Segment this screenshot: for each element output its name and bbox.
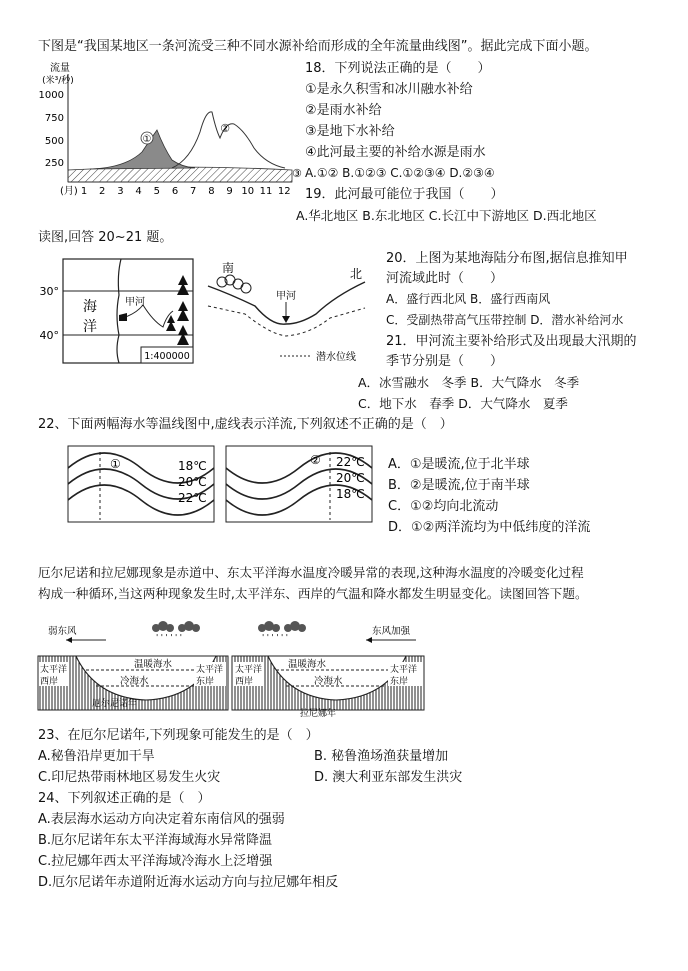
q18-item-2: ②是雨水补给 bbox=[305, 103, 382, 118]
fig1-temp: 20℃ bbox=[178, 475, 207, 489]
el-nino-panel bbox=[38, 621, 228, 710]
q24-option-c: C.拉尼娜年西太平洋海域冷海水上泛增强 bbox=[38, 854, 273, 869]
x-tick: 5 bbox=[153, 186, 160, 197]
intro-text-1: 下图是“我国某地区一条河流受三种不同水源补给而形成的全年流量曲线图”。据此完成下面小题。 bbox=[38, 39, 598, 54]
la-nina-caption: 拉尼娜年 bbox=[300, 709, 337, 718]
q18-options: A.①② B.①②③ C.①②③④ D.②③④ bbox=[305, 166, 495, 180]
q19-stem: 19．此河最可能位于我国（ ） bbox=[305, 187, 504, 202]
intro-text-3b: 构成一种循环,当这两种现象发生时,太平洋东、西岸的气温和降水都发生明显变化。读图回答下题。 bbox=[38, 586, 588, 601]
q21-stem-2: 季节分别是（ ） bbox=[386, 354, 504, 369]
q20-stem: 20．上图为某地海陆分布图,据信息推知甲 bbox=[386, 251, 628, 266]
fig1-mark: ① bbox=[110, 457, 121, 471]
el-nino-west-1: 太平洋 bbox=[40, 665, 68, 675]
q21-stem: 21．甲河流主要补给形式及出现最大汛期的 bbox=[386, 334, 637, 349]
fig2-temp: 18℃ bbox=[336, 487, 365, 501]
x-tick: 10 bbox=[241, 186, 255, 197]
x-tick: 12 bbox=[277, 186, 291, 197]
fig2-temp: 20℃ bbox=[336, 471, 365, 485]
q23-option-a: A.秘鲁沿岸更加干旱 bbox=[38, 749, 155, 764]
q24-option-a: A.表层海水运动方向决定着东南信风的强弱 bbox=[38, 812, 285, 827]
mark-3: ③ bbox=[292, 167, 302, 180]
el-nino-wind: 弱东风 bbox=[48, 626, 77, 637]
q23-stem: 23、在厄尔尼诺年,下列现象可能发生的是（ ） bbox=[38, 728, 319, 743]
q23-option-d: D. 澳大利亚东部发生洪灾 bbox=[314, 770, 463, 785]
x-tick: 2 bbox=[99, 186, 106, 197]
y-tick: 750 bbox=[44, 113, 64, 124]
q18-item-4: ④此河最主要的补给水源是雨水 bbox=[305, 145, 486, 160]
fig2-temp: 22℃ bbox=[336, 455, 365, 469]
x-ticks bbox=[81, 186, 291, 197]
q20-option-cd: C．受副热带高气压带控制 D．潜水补给河水 bbox=[386, 313, 624, 327]
y-tick: 250 bbox=[44, 158, 64, 169]
el-nino-caption: 厄尔尼诺年 bbox=[92, 699, 138, 709]
isotherm-figures bbox=[66, 444, 376, 526]
la-nina-west-1: 太平洋 bbox=[235, 665, 263, 675]
la-nina-east-2: 东岸 bbox=[390, 677, 409, 687]
sea-label-1: 海 bbox=[83, 299, 97, 315]
el-nino-east-1: 太平洋 bbox=[196, 665, 224, 675]
x-tick: 4 bbox=[135, 186, 142, 197]
y-title-2: (米³/秒) bbox=[42, 76, 74, 86]
x-tick: 7 bbox=[190, 186, 197, 197]
x-tick: 9 bbox=[226, 186, 233, 197]
y-tick: 500 bbox=[44, 136, 64, 147]
section-river-label: 甲河 bbox=[276, 291, 296, 302]
river-label: 甲河 bbox=[125, 297, 145, 308]
el-nino-warm: 温暖海水 bbox=[134, 659, 173, 670]
mark-1: ① bbox=[142, 134, 152, 145]
x-tick: 1 bbox=[80, 186, 88, 197]
intro-text-3a: 厄尔尼诺和拉尼娜现象是赤道中、东太平洋海水温度冷暖异常的表现,这种海水温度的冷暖变化过程 bbox=[38, 565, 584, 580]
river-arrow-icon bbox=[282, 316, 290, 323]
q22-option-c: C．①②均向北流动 bbox=[388, 499, 499, 514]
fig1-temp: 18℃ bbox=[178, 459, 207, 473]
fig2-mark: ② bbox=[310, 453, 321, 467]
rain-icon: ' ' ' ' ' ' bbox=[156, 633, 182, 642]
q22-option-a: A．①是暖流,位于北半球 bbox=[388, 457, 530, 472]
intro-text-2: 读图,回答 20~21 题。 bbox=[38, 230, 173, 245]
coast-map bbox=[35, 255, 200, 367]
cross-section bbox=[200, 256, 380, 368]
x-tick: 3 bbox=[117, 186, 124, 197]
legend-label: 潜水位线 bbox=[316, 352, 356, 363]
tree-icons bbox=[217, 275, 251, 293]
el-nino-cold: 冷海水 bbox=[120, 676, 149, 687]
rain-curve bbox=[172, 112, 285, 168]
q24-option-d: D.厄尔尼诺年赤道附近海水运动方向与拉尼娜年相反 bbox=[38, 875, 339, 890]
q20-stem-2: 河流域此时（ ） bbox=[386, 271, 504, 286]
x-tick: 6 bbox=[171, 186, 179, 197]
south-label: 南 bbox=[222, 261, 235, 275]
y-tick: 1000 bbox=[38, 90, 64, 101]
la-nina-wind: 东风加强 bbox=[372, 626, 411, 637]
flow-chart bbox=[30, 60, 302, 200]
q19-options: A.华北地区 B.东北地区 C.长江中下游地区 D.西北地区 bbox=[296, 208, 597, 223]
x-tick: 11 bbox=[259, 186, 273, 197]
mark-2: ② bbox=[220, 122, 230, 135]
q18-item-3: ③是地下水补给 bbox=[305, 124, 395, 139]
y-title-1: 流量 bbox=[50, 63, 70, 74]
el-nino-east-2: 东岸 bbox=[196, 677, 215, 687]
la-nina-west-2: 西岸 bbox=[235, 677, 254, 687]
la-nina-warm: 温暖海水 bbox=[288, 659, 327, 670]
q23-option-c: C.印尼热带雨林地区易发生火灾 bbox=[38, 770, 221, 785]
q22-option-d: D．①②两洋流均为中低纬度的洋流 bbox=[388, 520, 591, 535]
q24-stem: 24、下列叙述正确的是（ ） bbox=[38, 791, 211, 806]
q22-stem: 22、下面两幅海水等温线图中,虚线表示洋流,下列叙述不正确的是（ ） bbox=[38, 417, 453, 432]
lat-30: 30° bbox=[39, 285, 59, 298]
q18-item-1: ①是永久积雪和冰川融水补给 bbox=[305, 82, 473, 97]
rain-icon: ' ' ' ' ' ' bbox=[262, 633, 288, 642]
q22-option-b: B．②是暖流,位于南半球 bbox=[388, 478, 530, 493]
fig1-temp: 22℃ bbox=[178, 491, 207, 505]
la-nina-panel bbox=[232, 621, 424, 718]
q24-option-b: B.厄尔尼诺年东太平洋海域海水异常降温 bbox=[38, 833, 273, 848]
x-unit: (月) bbox=[60, 186, 78, 197]
q21-option-ab: A．冰雪融水 冬季 B．大气降水 冬季 bbox=[358, 375, 580, 390]
q18-stem: 18．下列说法正确的是（ ） bbox=[305, 61, 491, 76]
scale-label: 1:400000 bbox=[144, 351, 190, 362]
q21-option-cd: C．地下水 春季 D．大气降水 夏季 bbox=[358, 396, 568, 411]
lat-40: 40° bbox=[39, 329, 59, 342]
q23-option-b: B. 秘鲁渔场渔获量增加 bbox=[314, 749, 449, 764]
q20-option-ab: A．盛行西北风 B．盛行西南风 bbox=[386, 292, 551, 306]
la-nina-east-1: 太平洋 bbox=[390, 665, 418, 675]
north-label: 北 bbox=[350, 267, 363, 281]
la-nina-cold: 冷海水 bbox=[314, 676, 343, 687]
enso-figure bbox=[36, 618, 426, 718]
el-nino-west-2: 西岸 bbox=[40, 677, 59, 687]
x-tick: 8 bbox=[208, 186, 215, 197]
sea-label-2: 洋 bbox=[83, 319, 97, 335]
